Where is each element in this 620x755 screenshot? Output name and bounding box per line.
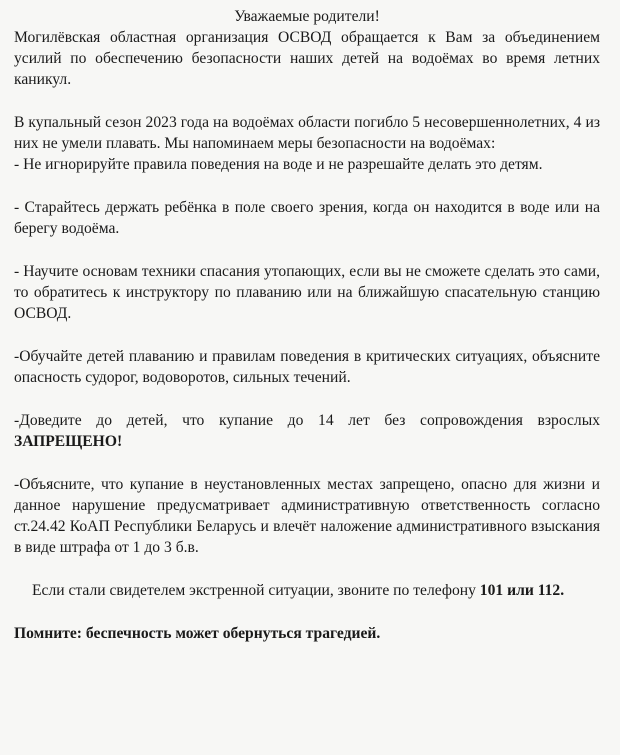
rule-5 (14, 410, 600, 452)
stats-paragraph: В купальный сезон 2023 года на водоёмах области погибло 5 несовершеннолетних, 4 из них не умели плавать. Мы напоминаем меры безопасности на водоёмах: (14, 114, 600, 152)
rule-3: - Научите основам техники спасания утопающих, если вы не сможете сделать это сами, то обратитесь к инструктору по плаванию или на ближайшую спасательную станцию ОСВОД. (14, 263, 600, 322)
rule-4: -Обучайте детей плаванию и правилам поведения в критических ситуациях, объясните опасность судорог, водоворотов, сильных течений. (14, 348, 600, 386)
rule-5-forbidden: ЗАПРЕЩЕНО (14, 433, 117, 450)
rule-6: -Объясните, что купание в неустановленных местах запрещено, опасно для жизни и данное нарушение предусматривает административную ответственность согласно ст.24.42 КоАП Республики Беларусь и влечёт наложение административного взыскания в виде штрафа от 1 до 3 б.в. (14, 476, 600, 556)
closing-line (14, 623, 600, 644)
rule-5-end: ! (116, 433, 123, 450)
emergency-paragraph (14, 580, 600, 601)
intro-paragraph: Могилёвская областная организация ОСВОД обращается к Вам за объединением усилий по обеспечению безопасности наших детей на водоёмах во время летних каникул. (14, 29, 600, 88)
closing-text: Помните: беспечность может обернуться трагедией. (14, 625, 381, 642)
rule-1: - Не игнорируйте правила поведения на воде и не разрешайте делать это детям. (14, 156, 543, 173)
rule-2: - Старайтесь держать ребёнка в поле своего зрения, когда он находится в воде или на берегу водоёма. (14, 199, 600, 237)
emergency-numbers: 101 или 112. (479, 582, 565, 599)
emergency-text: Если стали свидетелем экстренной ситуации, звоните по телефону (32, 582, 480, 599)
rule-5-text: -Доведите до детей, что купание до 14 лет без сопровождения взрослых (14, 412, 600, 429)
document-title: Уважаемые родители! (234, 8, 380, 25)
